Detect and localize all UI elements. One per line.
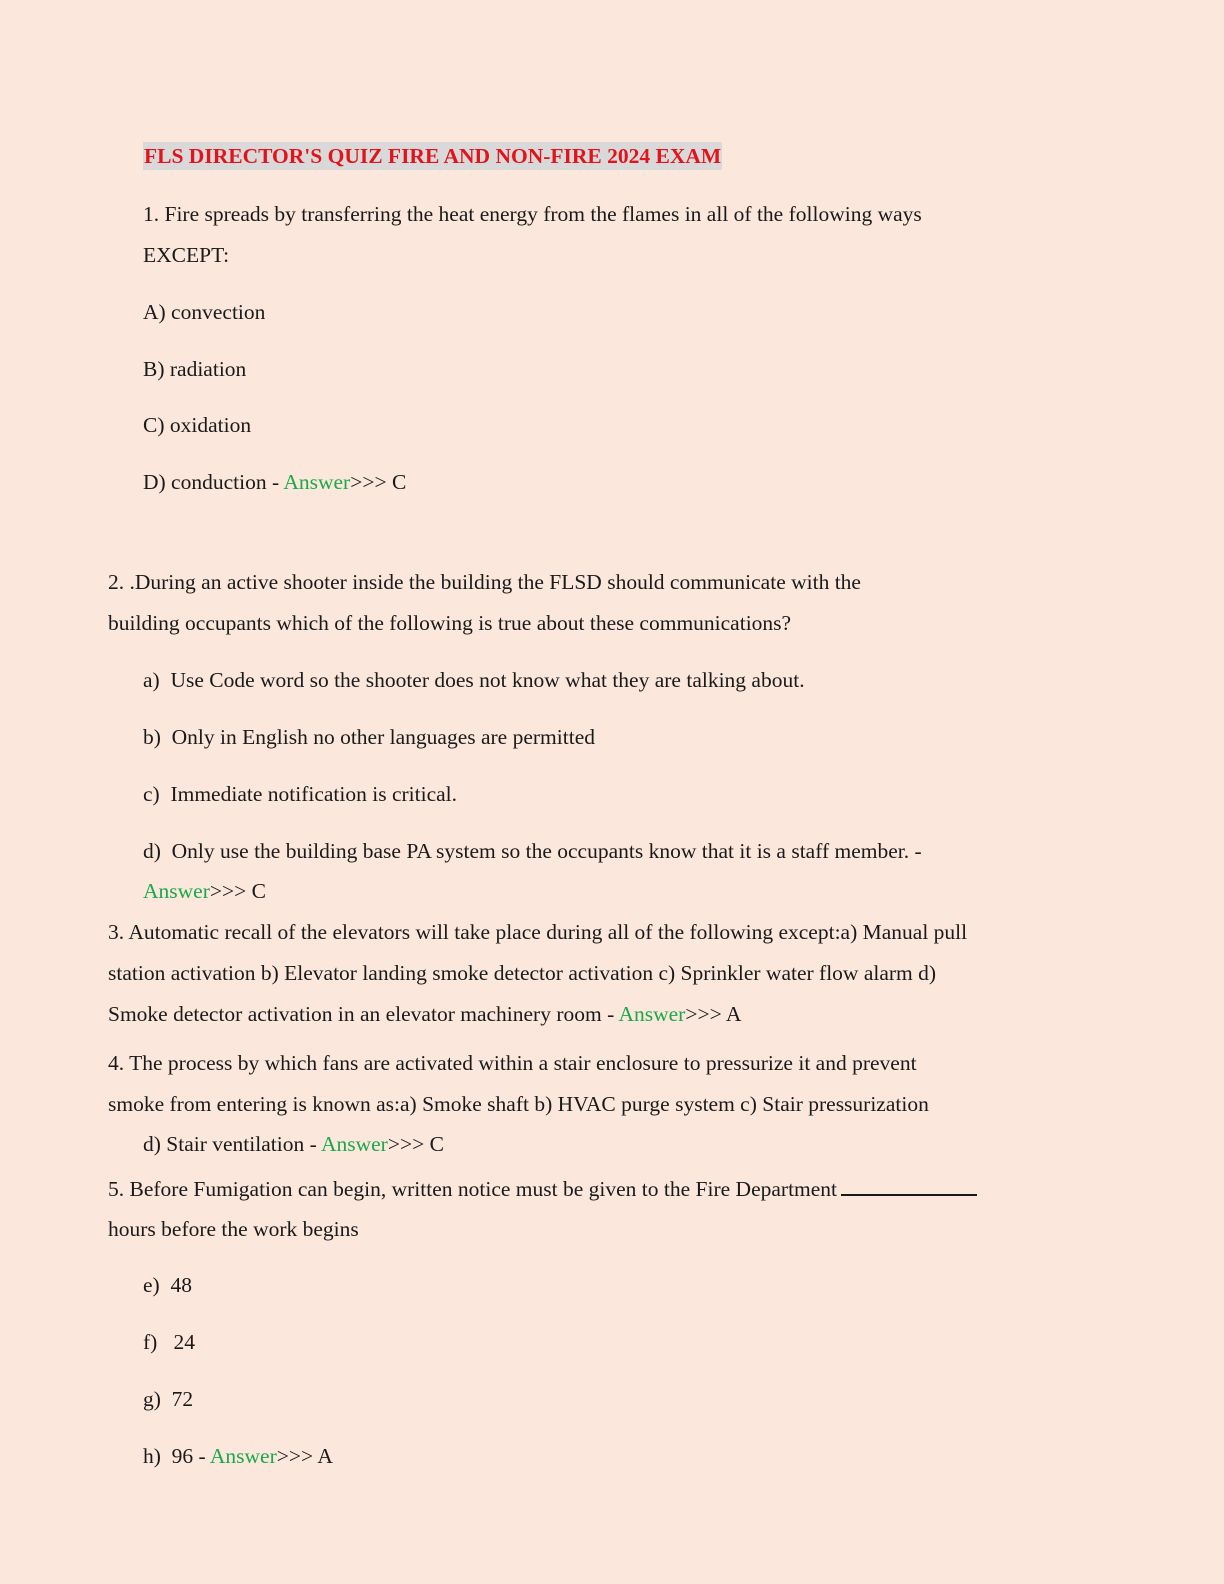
fill-in-blank [841, 1174, 977, 1196]
q4-text-line3-body: d) Stair ventilation - [143, 1132, 321, 1156]
q5-text-line2: hours before the work begins [108, 1217, 359, 1241]
q1-option-c: C) oxidation [143, 413, 252, 437]
q4-answer-label: Answer [320, 1132, 388, 1156]
q1-answer: >>> C [350, 470, 407, 494]
q2-answer: >>> C [209, 879, 266, 903]
q4-text-line3 [143, 1130, 444, 1158]
q2-option-a: a) Use Code word so the shooter does not know what they are talking about. [143, 668, 805, 692]
q2-text-line2: building occupants which of the following is true about these communications? [108, 611, 792, 635]
q3-text-line3-body: Smoke detector activation in an elevator machinery room - [108, 1002, 619, 1026]
document-title: FLS DIRECTOR'S QUIZ FIRE AND NON-FIRE 2024 EXAM [144, 144, 722, 168]
q4-answer: >>> C [387, 1132, 444, 1156]
q4-text-line2: smoke from entering is known as:a) Smoke shaft b) HVAC purge system c) Stair pressurization [108, 1092, 929, 1116]
q2-option-b: b) Only in English no other languages are permitted [143, 725, 595, 749]
q5-option-f: f) 24 [143, 1330, 195, 1354]
q3-text-line1: 3. Automatic recall of the elevators will take place during all of the following except:a) Manual pull [108, 920, 968, 944]
q5-text-line1 [108, 1174, 977, 1203]
q5-text-line1-body: 5. Before Fumigation can begin, written notice must be given to the Fire Department [108, 1177, 838, 1201]
q1-option-b: B) radiation [143, 357, 247, 381]
q2-option-c: c) Immediate notification is critical. [143, 782, 458, 806]
q2-answer-label: Answer [143, 879, 210, 903]
q3-answer: >>> A [685, 1002, 742, 1026]
q1-option-a: A) convection [143, 300, 266, 324]
q5-answer: >>> A [276, 1444, 333, 1468]
q2-option-d: d) Only use the building base PA system so the occupants know that it is a staff member. - [143, 839, 922, 863]
q2-text-line1: 2. .During an active shooter inside the building the FLSD should communicate with the [108, 570, 861, 594]
q5-option-e: e) 48 [143, 1273, 192, 1297]
q1-answer-label: Answer [283, 470, 351, 494]
q3-text-line2: station activation b) Elevator landing smoke detector activation c) Sprinkler water flow alarm d) [108, 961, 937, 985]
q1-option-d: D) conduction - [143, 470, 284, 494]
q5-option-h: h) 96 - [143, 1444, 210, 1468]
q4-text-line1: 4. The process by which fans are activated within a stair enclosure to pressurize it and prevent [108, 1051, 917, 1075]
q1-text-line1: 1. Fire spreads by transferring the heat energy from the flames in all of the following ways [143, 202, 922, 226]
q5-option-h-line [143, 1442, 333, 1470]
q2-answer-line [143, 877, 266, 905]
q3-text-line3 [108, 1000, 741, 1028]
q5-option-g: g) 72 [143, 1387, 194, 1411]
q5-answer-label: Answer [209, 1444, 277, 1468]
q3-answer-label: Answer [618, 1002, 686, 1026]
q1-option-d-line [143, 468, 406, 496]
q1-text-line2: EXCEPT: [143, 243, 230, 267]
